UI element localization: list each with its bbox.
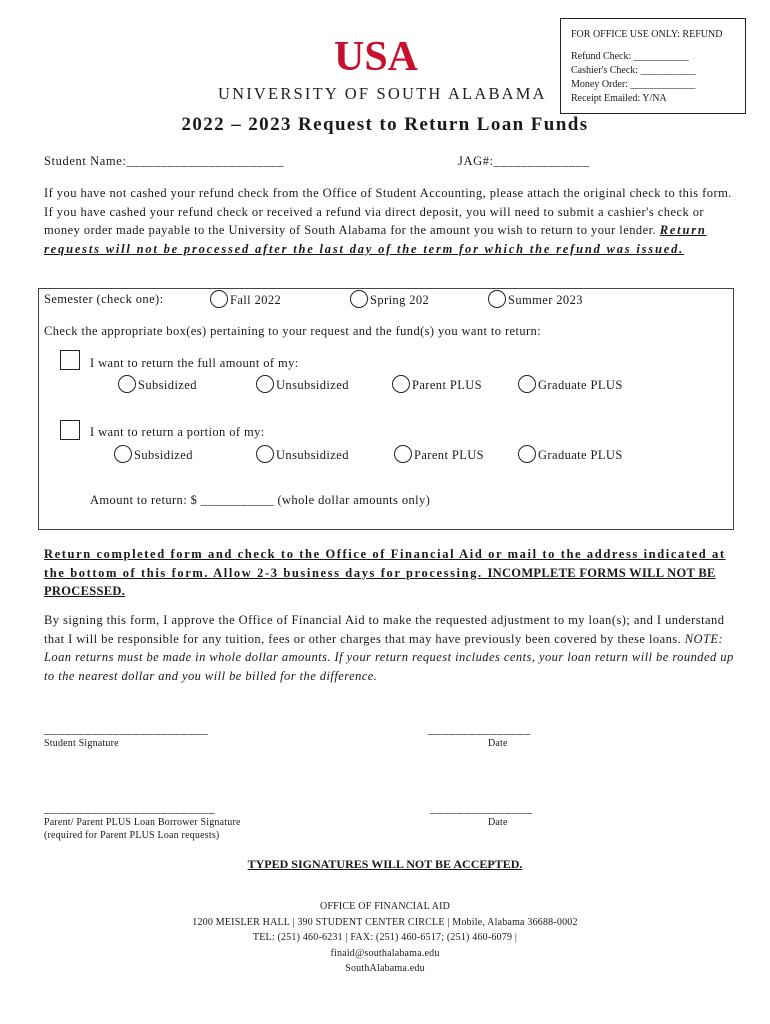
footer-address: 1200 MEISLER HALL | 390 STUDENT CENTER CIRCLE | Mobile, Alabama 36688-0002 [192, 916, 578, 928]
student-name-field[interactable]: Student Name:_______________________ [44, 154, 284, 168]
money-order-field: Money Order: _____________ [571, 79, 696, 90]
agreement-note: NOTE: Loan returns must be made in whole dollar amounts. If your return request includes cents, your loan return will be rounded up to the nearest dollar and you will be billed for the difference. [44, 631, 734, 683]
footer [0, 899, 770, 977]
semester-fall-option[interactable]: Fall 2022 [210, 290, 281, 308]
full-graduate-plus-option[interactable]: Graduate PLUS [518, 375, 623, 393]
refund-check-field: Refund Check: ___________ [571, 51, 689, 62]
footer-web[interactable]: SouthAlabama.edu [345, 963, 425, 974]
radio-button[interactable] [518, 445, 536, 463]
office-use-heading: FOR OFFICE USE ONLY: REFUND [571, 29, 723, 40]
full-return-checkbox[interactable] [60, 350, 80, 370]
semester-summer-option[interactable]: Summer 2023 [488, 290, 583, 308]
intro-text: If you have not cashed your refund check from the Office of Student Accounting, please attach the original check to this form. If you have cashed your refund check or received a refund via direct deposit, you will need to submit a cashier's check or money order made payable to the University of South Alabama for the amount you wish to return to your lender. [44, 186, 732, 237]
radio-button[interactable] [256, 445, 274, 463]
parent-date-label: Date [488, 817, 508, 828]
jag-field[interactable]: JAG#:______________ [458, 154, 590, 168]
parent-signature-line[interactable]: _________________________ [44, 801, 216, 815]
partial-parent-plus-option[interactable]: Parent PLUS [394, 445, 484, 463]
partial-return-checkbox[interactable] [60, 420, 80, 440]
partial-subsidized-option[interactable]: Subsidized [114, 445, 193, 463]
incomplete-warning: INCOMPLETE FORMS WILL NOT BE PROCESSED. [44, 565, 716, 598]
usa-logo-text: USA [333, 34, 419, 80]
office-use-box [560, 18, 746, 114]
footer-office: OFFICE OF FINANCIAL AID [319, 901, 451, 912]
semester-label: Semester (check one): [44, 292, 164, 306]
radio-button[interactable] [118, 375, 136, 393]
parent-signature-label: Parent/ Parent PLUS Loan Borrower Signature [44, 817, 241, 828]
usa-logo [333, 30, 419, 80]
agreement-paragraph [44, 611, 734, 685]
student-signature-label: Student Signature [44, 738, 119, 749]
radio-button[interactable] [210, 290, 228, 308]
radio-button[interactable] [488, 290, 506, 308]
full-return-label: I want to return the full amount of my: [90, 356, 299, 370]
form-title: 2022 – 2023 Request to Return Loan Funds [181, 114, 589, 135]
full-unsubsidized-option[interactable]: Unsubsidized [256, 375, 349, 393]
radio-button[interactable] [518, 375, 536, 393]
student-date-line[interactable]: _______________ [428, 722, 531, 736]
parent-date-line[interactable]: _______________ [430, 801, 533, 815]
cashiers-check-field: Cashier's Check: ___________ [571, 65, 696, 76]
partial-return-label: I want to return a portion of my: [90, 425, 265, 439]
full-parent-plus-option[interactable]: Parent PLUS [392, 375, 482, 393]
radio-button[interactable] [350, 290, 368, 308]
amount-field[interactable]: Amount to return: $ ___________ (whole dollar amounts only) [90, 493, 431, 507]
full-subsidized-option[interactable]: Subsidized [118, 375, 197, 393]
instructions-text: Check the appropriate box(es) pertaining to your request and the fund(s) you want to return: [44, 324, 542, 338]
receipt-emailed-field: Receipt Emailed: Y/NA [571, 93, 667, 104]
intro-emphasis: Return requests will not be processed after the last day of the term for which the refund was issued. [44, 223, 707, 256]
return-notice [44, 545, 734, 601]
partial-graduate-plus-option[interactable]: Graduate PLUS [518, 445, 623, 463]
parent-signature-note: (required for Parent PLUS Loan requests) [44, 830, 220, 841]
footer-email[interactable]: finaid@southalabama.edu [330, 947, 440, 959]
radio-button[interactable] [256, 375, 274, 393]
typed-signature-warning: TYPED SIGNATURES WILL NOT BE ACCEPTED. [247, 857, 523, 871]
semester-spring-option[interactable]: Spring 202 [350, 290, 429, 308]
return-notice-text: Return completed form and check to the Office of Financial Aid or mail to the address indicated at the bottom of this form. Allow 2-3 business days for processing. [44, 547, 726, 580]
partial-unsubsidized-option[interactable]: Unsubsidized [256, 445, 349, 463]
student-signature-line[interactable]: ________________________ [44, 722, 209, 736]
footer-phone: TEL: (251) 460-6231 | FAX: (251) 460-6517; (251) 460-6079 | [252, 932, 518, 943]
student-date-label: Date [488, 738, 508, 749]
agreement-text: By signing this form, I approve the Office of Financial Aid to make the requested adjustment to my loan(s); and I understand that I will be responsible for any tuition, fees or other charges that may have previously been covered by these loans. [44, 613, 725, 646]
radio-button[interactable] [114, 445, 132, 463]
university-name: UNIVERSITY OF SOUTH ALABAMA [218, 84, 547, 103]
radio-button[interactable] [392, 375, 410, 393]
intro-paragraph [44, 184, 734, 258]
radio-button[interactable] [394, 445, 412, 463]
